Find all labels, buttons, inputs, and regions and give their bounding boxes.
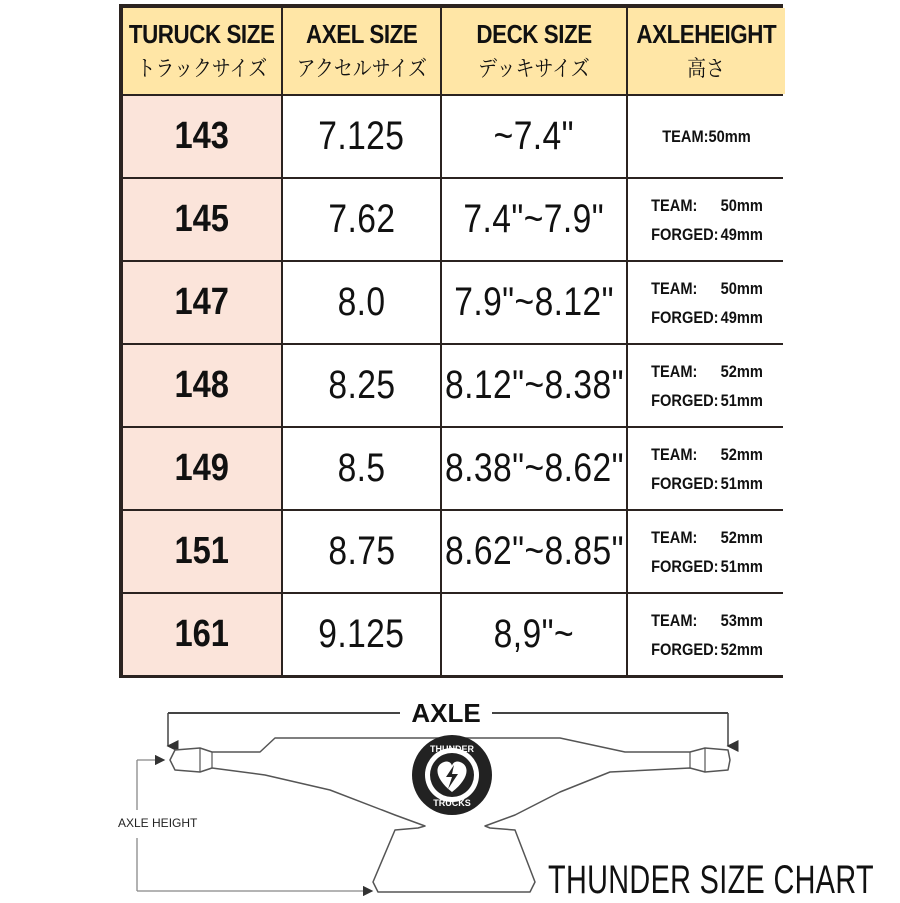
team-height-line <box>651 274 763 303</box>
axel-size-cell <box>283 511 440 592</box>
truck-size-cell <box>123 511 281 592</box>
header-deck-size-en: DECK SIZE <box>476 19 592 49</box>
deck-size-cell <box>442 428 626 509</box>
axel-size-cell <box>283 428 440 509</box>
axle-height-label: AXLE HEIGHT <box>118 816 198 830</box>
logo-top-text: THUNDER <box>430 744 474 754</box>
axel-size-value: 8.0 <box>337 280 386 324</box>
axle-height-cell <box>628 96 785 177</box>
forged-height-line <box>651 552 763 581</box>
axel-size-cell <box>283 96 440 177</box>
deck-size-value: 8.62"~8.85" <box>444 529 624 573</box>
axle-label: AXLE <box>411 698 481 728</box>
header-axel-size <box>283 8 440 94</box>
team-label: TEAM: <box>650 444 697 464</box>
forged-label: FORGED: <box>650 224 719 244</box>
forged-value: 52mm <box>720 639 763 659</box>
truck-size-value: 147 <box>174 281 230 323</box>
truck-size-cell <box>123 594 281 675</box>
team-value: 53mm <box>720 610 763 630</box>
team-value: 50mm <box>720 278 763 298</box>
forged-height-line <box>651 220 763 249</box>
axle-height-cell <box>628 262 785 343</box>
axel-size-value: 8.75 <box>327 529 396 573</box>
axel-size-value: 7.62 <box>327 197 396 241</box>
team-label: TEAM: <box>650 610 697 630</box>
axle-height-cell <box>628 179 785 260</box>
deck-size-cell <box>442 594 626 675</box>
header-axle-height <box>628 8 785 94</box>
truck-size-value: 148 <box>174 364 230 406</box>
axle-height-cell <box>628 511 785 592</box>
team-value: 52mm <box>720 527 763 547</box>
deck-size-value: ~7.4" <box>493 114 575 158</box>
axle-height-cell <box>628 594 785 675</box>
truck-size-cell <box>123 345 281 426</box>
truck-size-value: 151 <box>174 530 230 572</box>
team-value: 50mm <box>720 195 763 215</box>
deck-size-value: 8,9"~ <box>493 612 575 656</box>
header-axel-size-en: AXEL SIZE <box>305 19 418 49</box>
forged-label: FORGED: <box>650 473 719 493</box>
axel-size-cell <box>283 345 440 426</box>
header-deck-size-jp: デッキサイズ <box>478 56 590 81</box>
deck-size-value: 7.4"~7.9" <box>463 197 605 241</box>
forged-label: FORGED: <box>650 556 719 576</box>
deck-size-value: 8.12"~8.38" <box>444 363 624 407</box>
axel-size-cell <box>283 179 440 260</box>
forged-height-line <box>651 469 763 498</box>
axel-size-value: 8.25 <box>327 363 396 407</box>
truck-size-cell <box>123 428 281 509</box>
thunder-logo <box>412 735 492 815</box>
team-height-line <box>651 606 763 635</box>
deck-size-value: 8.38"~8.62" <box>444 446 624 490</box>
axel-size-cell <box>283 262 440 343</box>
forged-height-line <box>651 635 763 664</box>
team-value: 52mm <box>720 361 763 381</box>
team-label: TEAM: <box>650 527 697 547</box>
truck-size-value: 161 <box>174 613 230 655</box>
axel-size-value: 7.125 <box>318 114 405 158</box>
deck-size-cell <box>442 179 626 260</box>
forged-value: 51mm <box>720 390 763 410</box>
truck-size-cell <box>123 96 281 177</box>
deck-size-cell <box>442 96 626 177</box>
header-deck-size <box>442 8 626 94</box>
deck-size-cell <box>442 345 626 426</box>
axle-height-cell <box>628 428 785 509</box>
team-height-line <box>651 357 763 386</box>
forged-value: 51mm <box>720 556 763 576</box>
header-truck-size-en: TURUCK SIZE <box>129 19 275 49</box>
header-axel-size-jp: アクセルサイズ <box>296 56 427 81</box>
forged-label: FORGED: <box>650 307 719 327</box>
forged-value: 49mm <box>720 224 763 244</box>
header-truck-size-jp: トラックサイズ <box>136 56 268 81</box>
axel-size-value: 8.5 <box>337 446 386 490</box>
forged-label: FORGED: <box>650 639 719 659</box>
truck-size-value: 149 <box>174 447 230 489</box>
forged-value: 49mm <box>720 307 763 327</box>
logo-bottom-text: TRUCKS <box>433 798 471 808</box>
team-label: TEAM: <box>650 278 697 298</box>
truck-size-cell <box>123 262 281 343</box>
team-height-line <box>651 191 763 220</box>
axel-size-value: 9.125 <box>318 612 405 656</box>
team-height-line <box>651 523 763 552</box>
header-truck-size <box>123 8 281 94</box>
team-value: 52mm <box>720 444 763 464</box>
truck-size-value: 145 <box>174 198 230 240</box>
team-label: TEAM: <box>650 361 697 381</box>
team-height-line <box>651 440 763 469</box>
header-axle-height-jp: 高さ <box>687 56 726 81</box>
forged-height-line <box>651 386 763 415</box>
axel-size-cell <box>283 594 440 675</box>
team-label: TEAM: <box>650 195 697 215</box>
team-height-value: TEAM:50mm <box>662 127 751 146</box>
forged-height-line <box>651 303 763 332</box>
truck-size-value: 143 <box>174 115 230 157</box>
chart-title: THUNDER SIZE CHART <box>548 858 874 902</box>
header-axle-height-en: AXLEHEIGHT <box>636 19 777 49</box>
forged-value: 51mm <box>720 473 763 493</box>
deck-size-value: 7.9"~8.12" <box>454 280 614 324</box>
deck-size-cell <box>442 511 626 592</box>
deck-size-cell <box>442 262 626 343</box>
forged-label: FORGED: <box>650 390 719 410</box>
size-chart-table <box>119 4 783 678</box>
axle-height-cell <box>628 345 785 426</box>
truck-size-cell <box>123 179 281 260</box>
